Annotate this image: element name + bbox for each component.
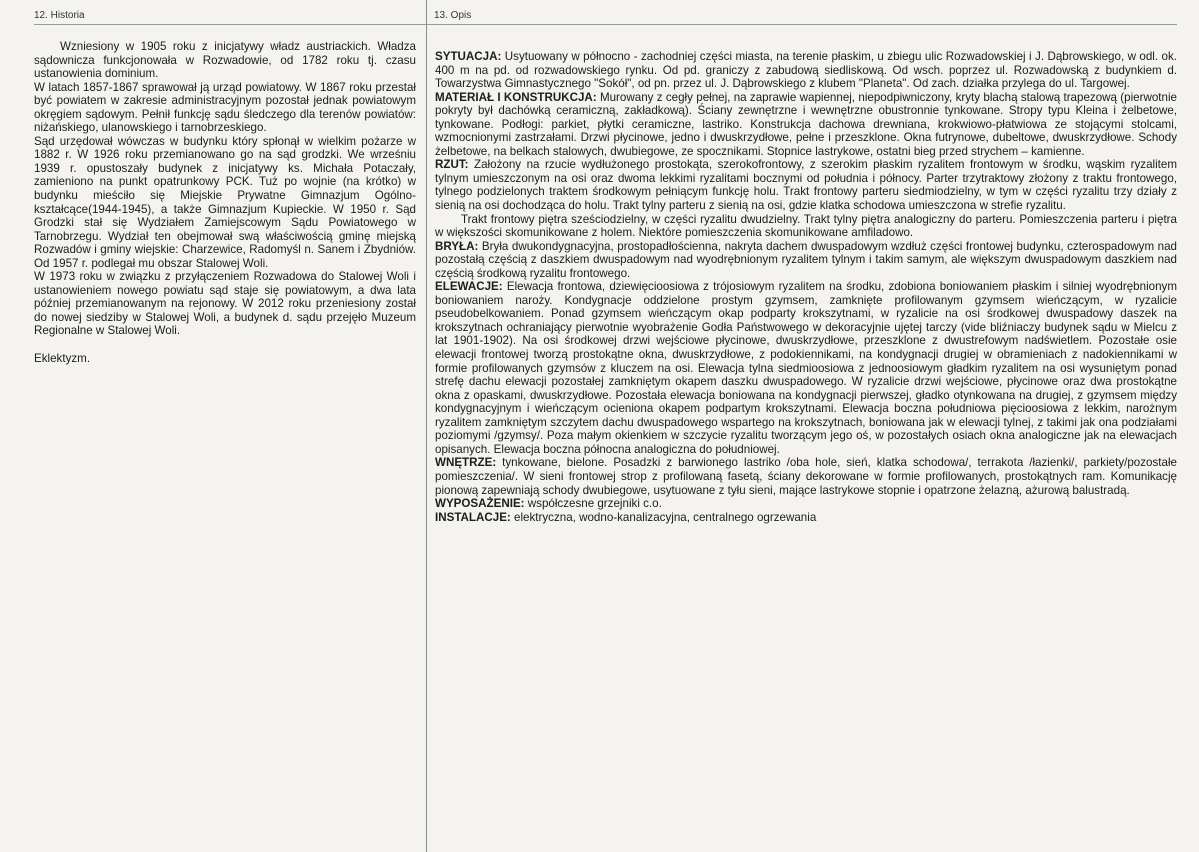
section-label: RZUT: [435, 158, 469, 172]
section-label: ELEWACJE: [435, 280, 503, 294]
opis-bryla [435, 240, 1177, 281]
historia-paragraph: Sąd urzędował wówczas w budynku który spłonął w wielkim pożarze w 1882 r. W 1926 roku przemianowano go na sąd grodzki. We wrześniu 1939 r. opustoszały budynek z inicjatywy ks. Michała Potaczały, zamieniono na punkt opatrunkowy PCK. Tuż po wojnie (na krótko) w budynku mieściło się Miejskie Prywatne Gimnazjum Ogólno-kształcące(1944-1945), a także Gimnazjum Kupieckie. W 1950 r. Sąd Grodzki stał się Wydziałem Zamiejscowym Sądu Powiatowego w Tarnobrzegu. Wydział ten obejmował swą właściwością gminę miejską Rozwadów i gminy wiejskie: Charzewice, Radomyśl n. Sanem i Zbydniów. Od 1957 r. podlegał mu obszar Stalowej Woli. [34, 134, 416, 270]
opis-elewacje [435, 280, 1177, 456]
section-label: WNĘTRZE: [435, 456, 497, 470]
section-body: elektryczna, wodno-kanalizacyjna, centralnego ogrzewania [510, 510, 817, 524]
opis-material [435, 91, 1177, 159]
section-header-opis: 13. Opis [434, 10, 472, 21]
section-body: współczesne grzejniki c.o. [524, 497, 662, 511]
opis-instalacje [435, 511, 1177, 525]
opis-text [435, 50, 1177, 524]
section-header-historia: 12. Historia [34, 10, 85, 21]
historia-paragraph: W 1973 roku w związku z przyłączeniem Rozwadowa do Stalowej Woli i ustanowieniem nowego powiatu sąd staje się powiatowym, a dwa lata później przemianowanym na rejonowy. W 2012 roku przeniesiony został do nowej siedziby w Stalowej Woli, a budynek d. sądu przejęło Muzeum Regionalne w Stalowej Woli. [34, 270, 416, 338]
opis-column [426, 0, 1199, 852]
opis-wnetrze [435, 456, 1177, 497]
opis-rzut [435, 158, 1177, 212]
historia-column [0, 0, 426, 852]
section-body: Bryła dwukondygnacyjna, prostopadłościenna, nakryta dachem dwuspadowym wzdłuż części frontowej budynku, czterospadowym nad pozostałą częścią z daszkiem dwuspadowym nad wyodrębnionym ryzalitem tylnym i takim samym, ale większym dwuspadowym daszkiem nad częścią środkową ryzalitu frontowego. [435, 239, 1177, 280]
section-label: INSTALACJE: [435, 510, 511, 524]
section-body: Usytuowany w północno - zachodniej części miasta, na terenie płaskim, u zbiegu ulic Rozwadowskiej i J. Dąbrowskiego, w odl. ok. 400 m na pd. od rozwadowskiego rynku. Od pd. graniczy z zabudową siedliskową. Od wsch. poprzez ul. Rozwadowską z budynkiem d. Towarzystwa Gimnastycznego "Sokół", od pn. przez ul. J. Dąbrowskiego z klubem "Planeta". Od zach. działka przylega do ul. Targowej. [435, 50, 1177, 91]
section-body: Założony na rzucie wydłużonego prostokąta, szerokofrontowy, z szerokim płaskim ryzalitem frontowym w środku, wąskim ryzalitem tylnym umieszczonym na osi oraz dwoma lekkimi ryzalitami bocznymi od południa i północy. Parter trzytraktowy złożony z traktu frontowego, tylnego podzielonych traktem środkowym pełniącym funkcję holu. Trakt frontowy parteru siedmiodzielny, w tym w części ryzalitu trzy działy z sienią na osi dochodząca do holu. Trakt tylny parteru z sienią na osi, gdzie klatka schodowa umieszczona w strefie ryzalitu. [435, 158, 1177, 213]
section-label: BRYŁA: [435, 239, 479, 253]
section-body: tynkowane, bielone. Posadzki z barwionego lastriko /oba hole, sień, klatka schodowa/, terrakota /łazienki/, parkiety/pozostałe pomieszczenia/. W sieni frontowej strop z profilowaną fasetą, ściany dekorowane w formie profilowanych, prostokątnych ram. Komunikację pionową zapewniają schody dwubiegowe, usytuowane z tyłu sieni, mające lastrykowe stopnie i opatrzone żelazną, ażurową balustradą. [435, 456, 1177, 497]
historia-paragraph: Wzniesiony w 1905 roku z inicjatywy władz austriackich. Władza sądownicza funkcjonowała w Rozwadowie, od 1782 roku tj. czasu ustanowienia dominium. [34, 40, 416, 81]
historia-text [34, 40, 416, 366]
opis-wyposazenie [435, 497, 1177, 511]
section-label: MATERIAŁ I KONSTRUKCJA: [435, 90, 597, 104]
historia-paragraph: W latach 1857-1867 sprawował ją urząd powiatowy. W 1867 roku przestał być powiatem w zakresie administracyjnym pozostał jednak powiatowym okręgiem sądowym. Pełnił funkcję sądu śledczego dla terenów powiatów: niżańskiego, ulanowskiego i tarnobrzeskiego. [34, 80, 416, 135]
section-body: Elewacja frontowa, dziewięcioosiowa z trójosiowym ryzalitem na środku, zdobiona boniowaniem płaskim i silniej wyodrębnionym boniowaniem naroży. Kondygnacje oddzielone prostym gzymsem, zamknięte profilowanym gzymsem wieńczącym, w ryzalicie pseudobelkowaniem. Ponad gzymsem wieńczącym okap podparty krokszytnami, w ryzalicie na osi środkowej dwuspadowy daszek na krokszytnach ochraniający pierwotnie wyobrażenie Godła Państwowego w dekoracyjnie ujętej tarczy (vide bliźniaczy budynek sądu w Mielcu z lat 1901-1902). Na osi środkowej drzwi wejściowe płycinowe, dwuskrzydłowe, przeszklone z dwustrefowym nadświetlem. Pozostałe osie elewacji frontowej tworzą prostokątne okna, dwuskrzydłowe, z podokiennikami, na kondygnacji drugiej w obramieniach z nadokiennikami w formie profilowanych gzymsów z kluczem na osi. Elewacja tylna siedmioosiowa z jednoosiowym gładkim ryzalitem na osi wysuniętym ponad strefę dachu elewacji pozostałej zamkniętym okapem daszku dwuspadowego. W ryzalicie drzwi wejściowe, płycinowe oraz dwa prostokątne okna z opaskami, dwuskrzydłowe. Pozostała elewacja boniowana na kondygnacji pierwszej, gładko otynkowana na drugiej, z gzymsem między kondygnacyjnym i wieńczącym ocieniona okapem podpartym krokszytnami. Elewacja boczna południowa pięcioosiowa z lekkim, narożnym ryzalitem zamkniętym szczytem dachu dwuspadowego wspartego na krokszytnach, boniowana jak w elewacji tylnej, z takimi jak ona podziałami poziomymi /gzymsy/. Poza małym okienkiem w szczycie ryzalitu tworzącym jego oś, w pozostałych osiach okna analogiczne jak na elewacjach opisanych. Elewacja boczna północna analogiczna do południowej. [435, 280, 1177, 456]
opis-sytuacja [435, 50, 1177, 91]
opis-rzut-continued: Trakt frontowy piętra sześciodzielny, w części ryzalitu dwudzielny. Trakt tylny piętra analogiczny do parteru. Pomieszczenia parteru i piętra w większości skomunikowane z holem. Niektóre pomieszczenia skomunikowane amfiladowo. [435, 212, 1177, 240]
section-label: SYTUACJA: [435, 50, 502, 63]
section-body: Murowany z cegły pełnej, na zaprawie wapiennej, niepodpiwniczony, kryty blachą stalową trapezową (pierwotnie pokryty był dachówką ceramiczną, zakładkową). Ściany zewnętrzne i wewnętrzne obustronnie tynkowane. Stropy typu Kleina i żelbetowe, tynkowane. Podłogi: parkiet, płytki ceramiczne, lastriko. Konstrukcja dachowa drewniana, krokwiowo-płatwiowa ze stojącymi stolcami, wzmocnionymi zastrzałami. Drzwi płycinowe, jedno i dwuskrzydłowe, pełne i przeszklone. Okna futrynowe, dubeltowe, dwuskrzydłowe. Schody żelbetowe, na belkach stalowych, dwubiegowe, ze spocznikami. Stopnice lastrykowe, ostatni bieg przed strychem – kamienne. [435, 90, 1177, 158]
section-label: WYPOSAŻENIE: [435, 497, 525, 511]
architectural-style: Eklektyzm. [34, 352, 91, 366]
